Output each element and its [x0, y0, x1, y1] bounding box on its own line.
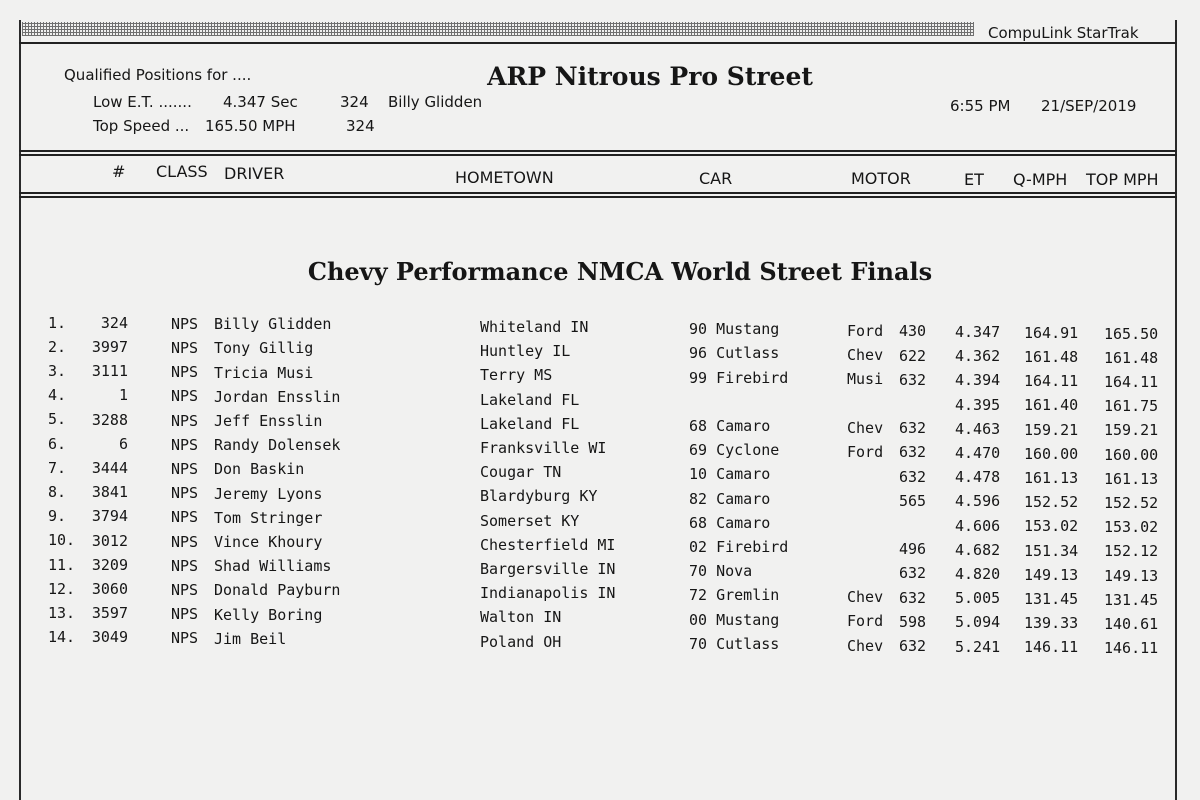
top-mph-cell: 131.45 [1104, 590, 1159, 609]
et-cell: 4.394 [955, 371, 1001, 390]
position-cell: 13. [48, 603, 76, 622]
q-mph-cell: 139.33 [1024, 614, 1079, 633]
car-number-cell: 3209 [91, 555, 128, 574]
top-speed-value: 165.50 MPH [205, 117, 296, 135]
position-cell: 6. [48, 434, 67, 453]
low-et-label: Low E.T. ....... [93, 93, 192, 111]
top-mph-cell: 149.13 [1104, 566, 1159, 585]
class-cell: NPS [171, 387, 199, 406]
driver-cell: Don Baskin [214, 460, 305, 479]
motor-cid-cell: 632 [899, 588, 927, 607]
driver-cell: Shad Williams [214, 557, 332, 576]
car-cell: 72 Gremlin [689, 586, 780, 605]
hometown-cell: Indianapolis IN [480, 584, 616, 603]
class-cell: NPS [171, 411, 199, 430]
column-header-hometown: HOMETOWN [455, 168, 554, 187]
column-header-rule-lower [19, 196, 1177, 198]
class-cell: NPS [171, 629, 199, 648]
motor-cid-cell: 632 [899, 564, 927, 583]
column-header-driver: DRIVER [224, 164, 285, 183]
car-cell: 70 Cutlass [689, 634, 780, 653]
hometown-cell: Terry MS [480, 366, 553, 385]
hometown-cell: Walton IN [480, 608, 562, 627]
report-time: 6:55 PM [950, 97, 1011, 115]
car-number-cell: 3288 [91, 410, 128, 429]
hometown-cell: Huntley IL [480, 342, 571, 361]
et-cell: 4.596 [955, 492, 1001, 511]
car-cell: 68 Camaro [689, 417, 771, 435]
class-cell: NPS [171, 314, 199, 333]
et-cell: 4.478 [955, 468, 1001, 487]
et-cell: 4.682 [955, 540, 1001, 559]
car-cell: 90 Mustang [689, 320, 780, 339]
position-cell: 4. [48, 386, 67, 405]
motor-cid-cell: 632 [899, 419, 927, 438]
class-cell: NPS [171, 460, 199, 478]
q-mph-cell: 153.02 [1024, 517, 1079, 536]
q-mph-cell: 159.21 [1024, 420, 1079, 439]
car-cell: 99 Firebird [689, 368, 789, 387]
hometown-cell: Franksville WI [480, 439, 607, 457]
event-title: Chevy Performance NMCA World Street Finals [307, 257, 933, 286]
motor-make-cell: Chev [847, 588, 884, 607]
car-cell: 10 Camaro [689, 465, 771, 484]
motor-make-cell: Chev [847, 636, 884, 655]
et-cell: 5.094 [955, 613, 1001, 632]
driver-cell: Kelly Boring [214, 605, 323, 624]
motor-make-cell: Chev [847, 418, 884, 437]
motor-cid-cell: 632 [899, 443, 927, 462]
et-cell: 4.820 [955, 565, 1001, 583]
class-cell: NPS [171, 339, 199, 357]
q-mph-cell: 161.13 [1024, 469, 1079, 487]
hometown-cell: Cougar TN [480, 463, 562, 482]
column-header-top-mph: TOP MPH [1086, 170, 1159, 189]
car-cell: 69 Cyclone [689, 441, 780, 460]
car-cell: 70 Nova [689, 562, 753, 581]
top-mph-cell: 161.48 [1104, 348, 1159, 367]
hometown-cell: Whiteland IN [480, 318, 589, 336]
motor-cid-cell: 632 [899, 467, 927, 486]
position-cell: 1. [48, 313, 67, 332]
top-mph-cell: 161.75 [1104, 397, 1159, 416]
driver-cell: Jordan Ensslin [214, 387, 341, 406]
q-mph-cell: 161.40 [1024, 396, 1079, 415]
column-header-position: # [112, 162, 126, 181]
position-cell: 5. [48, 410, 67, 429]
driver-cell: Billy Glidden [214, 315, 332, 334]
class-cell: NPS [171, 435, 199, 454]
car-cell: 96 Cutlass [689, 344, 780, 363]
class-cell: NPS [171, 605, 199, 624]
top-mph-cell: 164.11 [1104, 373, 1159, 391]
top-mph-cell: 160.00 [1104, 445, 1159, 464]
driver-cell: Tony Gillig [214, 339, 314, 358]
q-mph-cell: 160.00 [1024, 444, 1079, 463]
q-mph-cell: 161.48 [1024, 348, 1079, 366]
car-number-cell: 3060 [91, 580, 128, 598]
hometown-cell: Somerset KY [480, 511, 580, 530]
motor-make-cell: Ford [847, 612, 884, 631]
motor-make-cell: Ford [847, 321, 884, 340]
sheet-right-border [1175, 20, 1177, 800]
position-cell: 2. [48, 337, 67, 356]
driver-cell: Randy Dolensek [214, 436, 341, 455]
sheet-left-border [19, 20, 21, 800]
driver-cell: Jim Beil [214, 629, 287, 648]
et-cell: 5.005 [955, 589, 1001, 608]
hometown-cell: Poland OH [480, 632, 562, 651]
car-number-cell: 3444 [91, 459, 128, 477]
et-cell: 4.347 [955, 323, 1001, 341]
car-cell: 68 Camaro [689, 513, 771, 532]
driver-cell: Jeff Ensslin [214, 412, 323, 430]
motor-cid-cell: 632 [899, 370, 927, 389]
q-mph-cell: 152.52 [1024, 493, 1079, 512]
column-header-car: CAR [699, 169, 733, 188]
car-number-cell: 1 [118, 386, 128, 405]
car-number-cell: 3049 [91, 628, 128, 647]
hometown-cell: Chesterfield MI [480, 535, 616, 554]
car-number-cell: 3997 [91, 338, 128, 356]
position-cell: 7. [48, 458, 67, 477]
car-number-cell: 3841 [91, 483, 128, 502]
top-mph-cell: 140.61 [1104, 615, 1159, 633]
column-header-et: ET [964, 170, 984, 189]
top-mph-cell: 161.13 [1104, 469, 1159, 488]
printer-perforation-strip [22, 22, 974, 36]
top-mph-cell: 152.52 [1104, 494, 1159, 512]
q-mph-cell: 151.34 [1024, 541, 1079, 560]
hometown-cell: Bargersville IN [480, 560, 616, 578]
position-cell: 9. [48, 507, 67, 526]
motor-cid-cell: 598 [899, 612, 927, 631]
et-cell: 4.606 [955, 516, 1001, 535]
class-cell: NPS [171, 484, 199, 503]
class-cell: NPS [171, 508, 199, 527]
car-cell: 02 Firebird [689, 538, 789, 556]
car-number-cell: 3111 [91, 362, 128, 381]
q-mph-cell: 131.45 [1024, 590, 1079, 608]
hometown-cell: Lakeland FL [480, 414, 580, 433]
car-number-cell: 3597 [91, 604, 128, 623]
low-et-driver: Billy Glidden [388, 93, 483, 111]
motor-make-cell: Chev [847, 346, 884, 365]
car-number-cell: 3012 [91, 531, 128, 550]
position-cell: 12. [48, 579, 76, 598]
class-cell: NPS [171, 556, 199, 575]
position-cell: 11. [48, 555, 76, 574]
position-cell: 14. [48, 628, 76, 647]
et-cell: 4.395 [955, 395, 1001, 414]
column-header-motor: MOTOR [851, 169, 911, 188]
et-cell: 4.463 [955, 419, 1001, 438]
motor-cid-cell: 632 [899, 637, 927, 655]
car-cell: 00 Mustang [689, 610, 780, 629]
motor-cid-cell: 622 [899, 346, 927, 365]
top-mph-cell: 152.12 [1104, 542, 1159, 561]
driver-cell: Donald Payburn [214, 581, 341, 600]
position-cell: 8. [48, 482, 67, 501]
top-speed-car-number: 324 [346, 117, 375, 135]
brand-label: CompuLink StarTrak [988, 24, 1139, 42]
header-rule-lower [19, 154, 1177, 156]
driver-cell: Tricia Musi [214, 363, 314, 382]
column-header-q-mph: Q-MPH [1013, 170, 1068, 189]
top-mph-cell: 153.02 [1104, 518, 1159, 537]
position-cell: 3. [48, 361, 67, 380]
hometown-cell: Lakeland FL [480, 390, 580, 409]
qualified-positions-label: Qualified Positions for .... [64, 66, 252, 84]
car-number-cell: 6 [118, 434, 128, 453]
car-number-cell: 324 [100, 313, 128, 332]
motor-cid-cell: 430 [899, 322, 927, 341]
top-speed-label: Top Speed ... [93, 117, 190, 135]
q-mph-cell: 164.11 [1024, 372, 1079, 391]
top-mph-cell: 165.50 [1104, 324, 1159, 343]
class-cell: NPS [171, 363, 199, 382]
low-et-value: 4.347 Sec [223, 93, 298, 111]
driver-cell: Jeremy Lyons [214, 484, 323, 503]
top-rule [19, 42, 1177, 44]
et-cell: 5.241 [955, 637, 1001, 656]
et-cell: 4.362 [955, 347, 1001, 366]
class-cell: NPS [171, 532, 199, 551]
q-mph-cell: 146.11 [1024, 638, 1079, 657]
motor-make-cell: Musi [847, 370, 884, 389]
driver-cell: Tom Stringer [214, 508, 323, 527]
top-mph-cell: 146.11 [1104, 639, 1159, 658]
position-cell: 10. [48, 531, 76, 550]
class-title: ARP Nitrous Pro Street [487, 62, 813, 91]
car-number-cell: 3794 [91, 507, 128, 526]
column-header-class: CLASS [156, 162, 208, 181]
header-rule-upper [19, 150, 1177, 152]
column-header-rule-upper [19, 192, 1177, 194]
class-cell: NPS [171, 581, 199, 599]
motor-cid-cell: 565 [899, 491, 927, 510]
car-cell: 82 Camaro [689, 489, 771, 508]
top-mph-cell: 159.21 [1104, 421, 1159, 440]
low-et-car-number: 324 [340, 93, 369, 111]
report-date: 21/SEP/2019 [1041, 97, 1137, 115]
hometown-cell: Blardyburg KY [480, 487, 598, 506]
driver-cell: Vince Khoury [214, 533, 323, 551]
et-cell: 4.470 [955, 444, 1001, 462]
q-mph-cell: 164.91 [1024, 323, 1079, 342]
motor-cid-cell: 496 [899, 540, 927, 559]
motor-make-cell: Ford [847, 442, 884, 461]
q-mph-cell: 149.13 [1024, 565, 1079, 584]
